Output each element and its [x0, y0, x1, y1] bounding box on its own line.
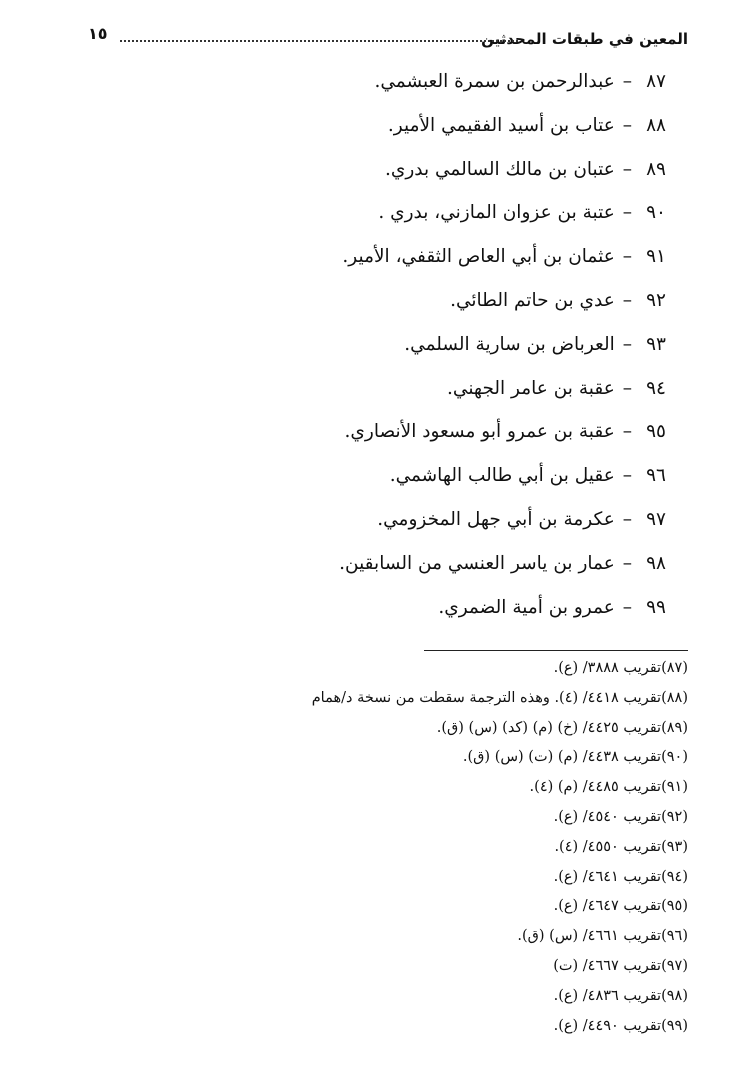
footnote: (٩٢)تقريب ٤٥٤٠/ (ع). — [553, 808, 688, 825]
entry-text: عمار بن ياسر العنسي من السابقين. — [339, 552, 615, 574]
list-item — [66, 410, 666, 454]
entry-dash: – — [622, 465, 632, 487]
footnote: (٩٥)تقريب ٤٦٤٧/ (ع). — [553, 898, 688, 915]
entry-text: عثمان بن أبي العاص الثقفي، الأمير. — [342, 246, 615, 268]
entry-text: عقيل بن أبي طالب الهاشمي. — [389, 465, 615, 487]
entry-text: عتاب بن أسيد الفقيمي الأمير. — [387, 114, 615, 136]
footnote: (٩٤)تقريب ٤٦٤١/ (ع). — [553, 868, 688, 885]
entry-dash: – — [622, 289, 632, 311]
entry-number: ٩٨ — [646, 552, 666, 574]
entry-text: عبدالرحمن بن سمرة العبشمي. — [374, 71, 615, 92]
entry-number: ٨٧ — [646, 71, 666, 92]
entry-text: عتبة بن عزوان المازني، بدري . — [378, 202, 615, 224]
entry-number: ٩٤ — [646, 377, 666, 399]
entry-text: عقبة بن عمرو أبو مسعود الأنصاري. — [344, 421, 615, 443]
entry-dash: – — [622, 333, 632, 355]
entry-number: ٨٩ — [646, 158, 666, 180]
entry-dash: – — [622, 158, 632, 180]
entry-dash: – — [622, 202, 632, 224]
entry-number: ٩٦ — [646, 465, 666, 487]
footnote: (٩١)تقريب ٤٤٨٥/ (م) (٤). — [529, 779, 688, 796]
entry-number: ٩١ — [646, 246, 666, 268]
list-item — [66, 279, 666, 323]
entry-text: عتبان بن مالك السالمي بدري. — [384, 158, 615, 180]
footnote: (٨٩)تقريب ٤٤٢٥/ (خ) (م) (كد) (س) (ق). — [436, 719, 688, 736]
list-item — [66, 586, 666, 630]
running-title: المعين في طبقات المحدثين — [481, 30, 688, 48]
entry-dash: – — [622, 508, 632, 530]
list-item — [66, 191, 666, 235]
footnote: (٩٣)تقريب ٤٥٥٠/ (٤). — [554, 838, 688, 855]
list-item — [66, 323, 666, 367]
footnote: (٩٠)تقريب ٤٤٣٨/ (م) (ت) (س) (ق). — [462, 749, 688, 766]
footnote: (٩٦)تقريب ٤٦٦١/ (س) (ق). — [517, 928, 688, 945]
footnote: (٩٩)تقريب ٤٤٩٠/ (ع). — [553, 1017, 688, 1034]
list-item — [66, 542, 666, 586]
entry-text: عقبة بن عامر الجهني. — [447, 377, 615, 399]
entry-dash: – — [622, 114, 632, 136]
footnote: (٨٧)تقريب ٣٨٨٨/ (ع). — [553, 660, 688, 676]
page-header — [80, 22, 688, 62]
entry-number: ٩٢ — [646, 289, 666, 311]
entry-number: ٩٧ — [646, 508, 666, 530]
list-item — [66, 367, 666, 411]
list-item — [66, 454, 666, 498]
list-item — [66, 104, 666, 148]
page-number: ١٥ — [88, 24, 108, 43]
entry-text: عمرو بن أمية الضمري. — [438, 596, 615, 618]
entry-dash: – — [622, 71, 632, 92]
entry-number: ٩٩ — [646, 596, 666, 618]
entry-number: ٨٨ — [646, 114, 666, 136]
list-item — [66, 148, 666, 192]
entry-number: ٩٣ — [646, 333, 666, 355]
entry-dash: – — [622, 246, 632, 268]
dotted-leader — [120, 40, 518, 42]
footnote: (٩٨)تقريب ٤٨٣٦/ (ع). — [553, 987, 688, 1004]
list-item — [66, 235, 666, 279]
entry-number: ٩٥ — [646, 421, 666, 443]
entry-dash: – — [622, 377, 632, 399]
entry-text: العرباض بن سارية السلمي. — [404, 333, 615, 355]
biography-list — [66, 60, 666, 629]
entry-dash: – — [622, 596, 632, 618]
list-item — [66, 498, 666, 542]
footnote-separator — [424, 650, 688, 651]
list-item — [66, 60, 666, 104]
entry-text: عكرمة بن أبي جهل المخزومي. — [377, 508, 615, 530]
entry-dash: – — [622, 552, 632, 574]
entry-dash: – — [622, 421, 632, 443]
entry-number: ٩٠ — [646, 202, 666, 224]
entry-text: عدي بن حاتم الطائي. — [450, 289, 615, 311]
footnotes-list — [48, 654, 688, 1041]
footnote: (٨٨)تقريب ٤٤١٨/ (٤). وهذه الترجمة سقطت من نسخة د/همام — [311, 689, 688, 706]
footnote: (٩٧)تقريب ٤٦٦٧/ (ت) — [553, 957, 688, 974]
